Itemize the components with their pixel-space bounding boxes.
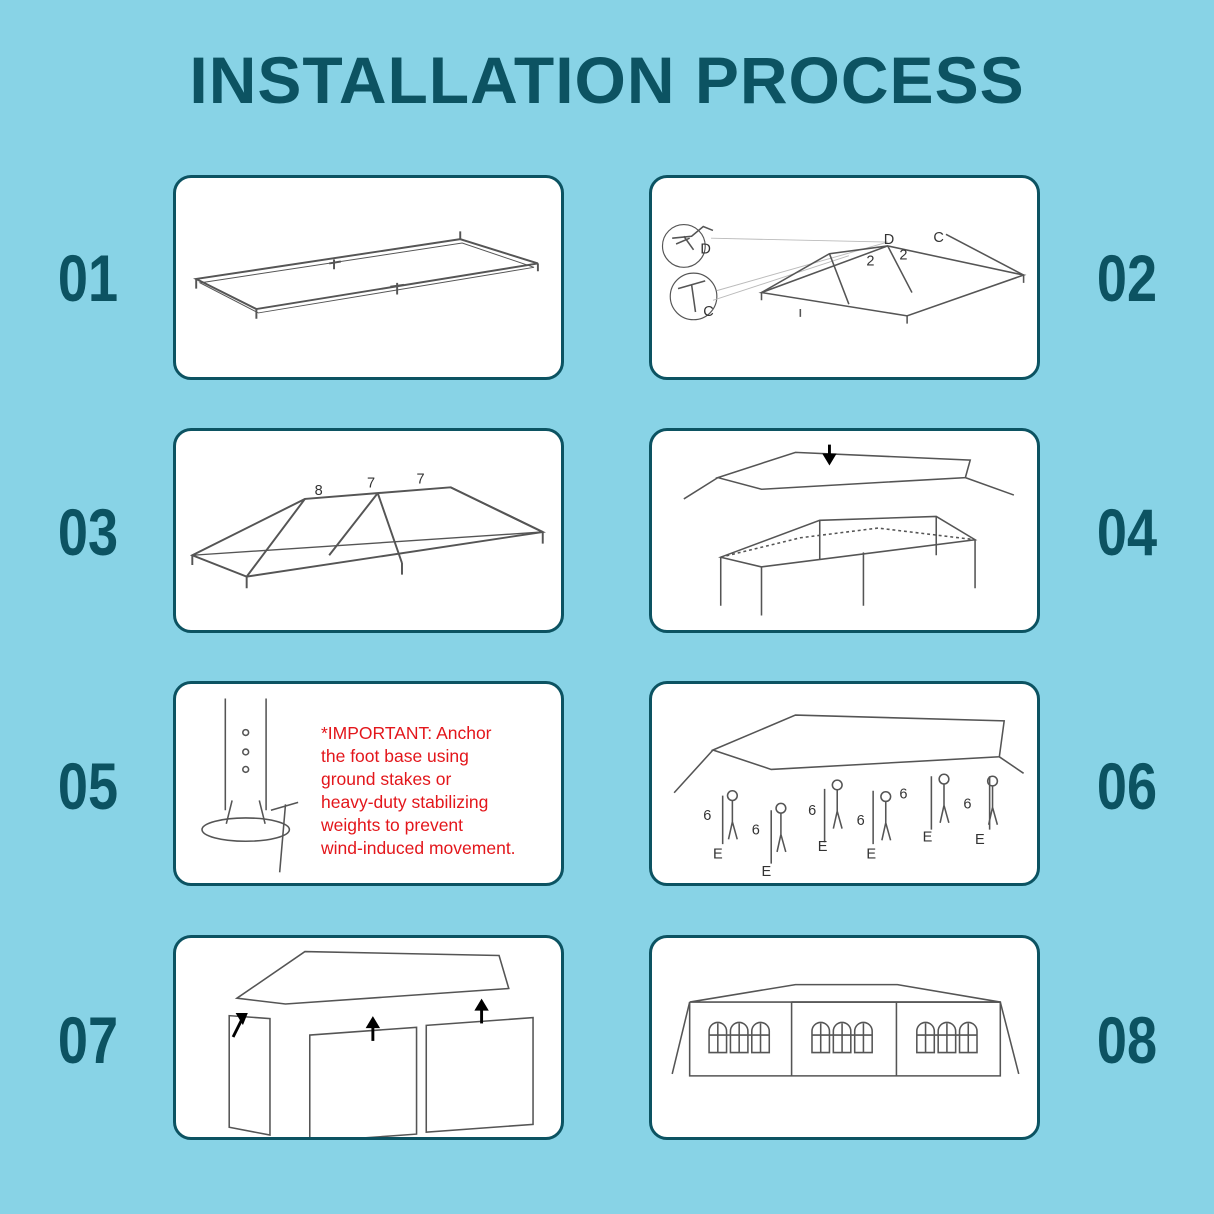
step-05-panel xyxy=(173,681,564,886)
window-group-left xyxy=(709,1022,769,1052)
step-07-panel xyxy=(173,935,564,1140)
label-c-1: C xyxy=(703,303,714,320)
label-6-b: 6 xyxy=(751,822,760,839)
step-number-02: 02 xyxy=(1096,241,1158,315)
label-e-d: E xyxy=(866,846,877,863)
step-08-panel xyxy=(649,935,1040,1140)
label-d-1: D xyxy=(700,241,711,258)
step-04-panel xyxy=(649,428,1040,633)
step-01-panel xyxy=(173,175,564,380)
label-2-a: 2 xyxy=(866,253,875,270)
important-note: *IMPORTANT: Anchor the foot base using ground stakes or heavy-duty stabilizing weights to prevent wind-induced movement. xyxy=(321,723,516,858)
base-frame-illustration xyxy=(176,178,561,377)
window-group-center xyxy=(812,1022,872,1052)
window-group-right xyxy=(917,1022,977,1052)
step-number-05: 05 xyxy=(57,749,119,823)
step-number-06: 06 xyxy=(1096,749,1158,823)
label-6-d: 6 xyxy=(856,812,865,829)
step-number-04: 04 xyxy=(1096,495,1158,569)
step-03-panel xyxy=(173,428,564,633)
step-number-01: 01 xyxy=(57,241,119,315)
canopy-placement-illustration xyxy=(652,431,1037,630)
label-e-e: E xyxy=(922,829,933,846)
label-7-a: 7 xyxy=(367,475,376,492)
label-7-b: 7 xyxy=(416,471,425,488)
step-number-03: 03 xyxy=(57,495,119,569)
label-d-2: D xyxy=(883,232,895,249)
label-6-a: 6 xyxy=(703,807,712,824)
step-06-panel xyxy=(649,681,1040,886)
step-number-07: 07 xyxy=(57,1003,119,1077)
label-8: 8 xyxy=(314,483,323,500)
label-6-c: 6 xyxy=(808,803,817,820)
label-6-e: 6 xyxy=(899,786,908,803)
label-e-a: E xyxy=(712,846,723,863)
attach-sidewalls-illustration xyxy=(176,938,561,1137)
label-e-b: E xyxy=(761,864,772,881)
step-02-panel xyxy=(649,175,1040,380)
label-e-f: E xyxy=(975,832,985,849)
step-number-08: 08 xyxy=(1096,1003,1158,1077)
page-title: INSTALLATION PROCESS xyxy=(189,43,1025,117)
label-2-b: 2 xyxy=(899,247,908,264)
label-6-f: 6 xyxy=(963,796,972,813)
label-c-2: C xyxy=(933,230,944,247)
label-e-c: E xyxy=(817,838,828,855)
finished-tent-illustration xyxy=(652,938,1037,1137)
